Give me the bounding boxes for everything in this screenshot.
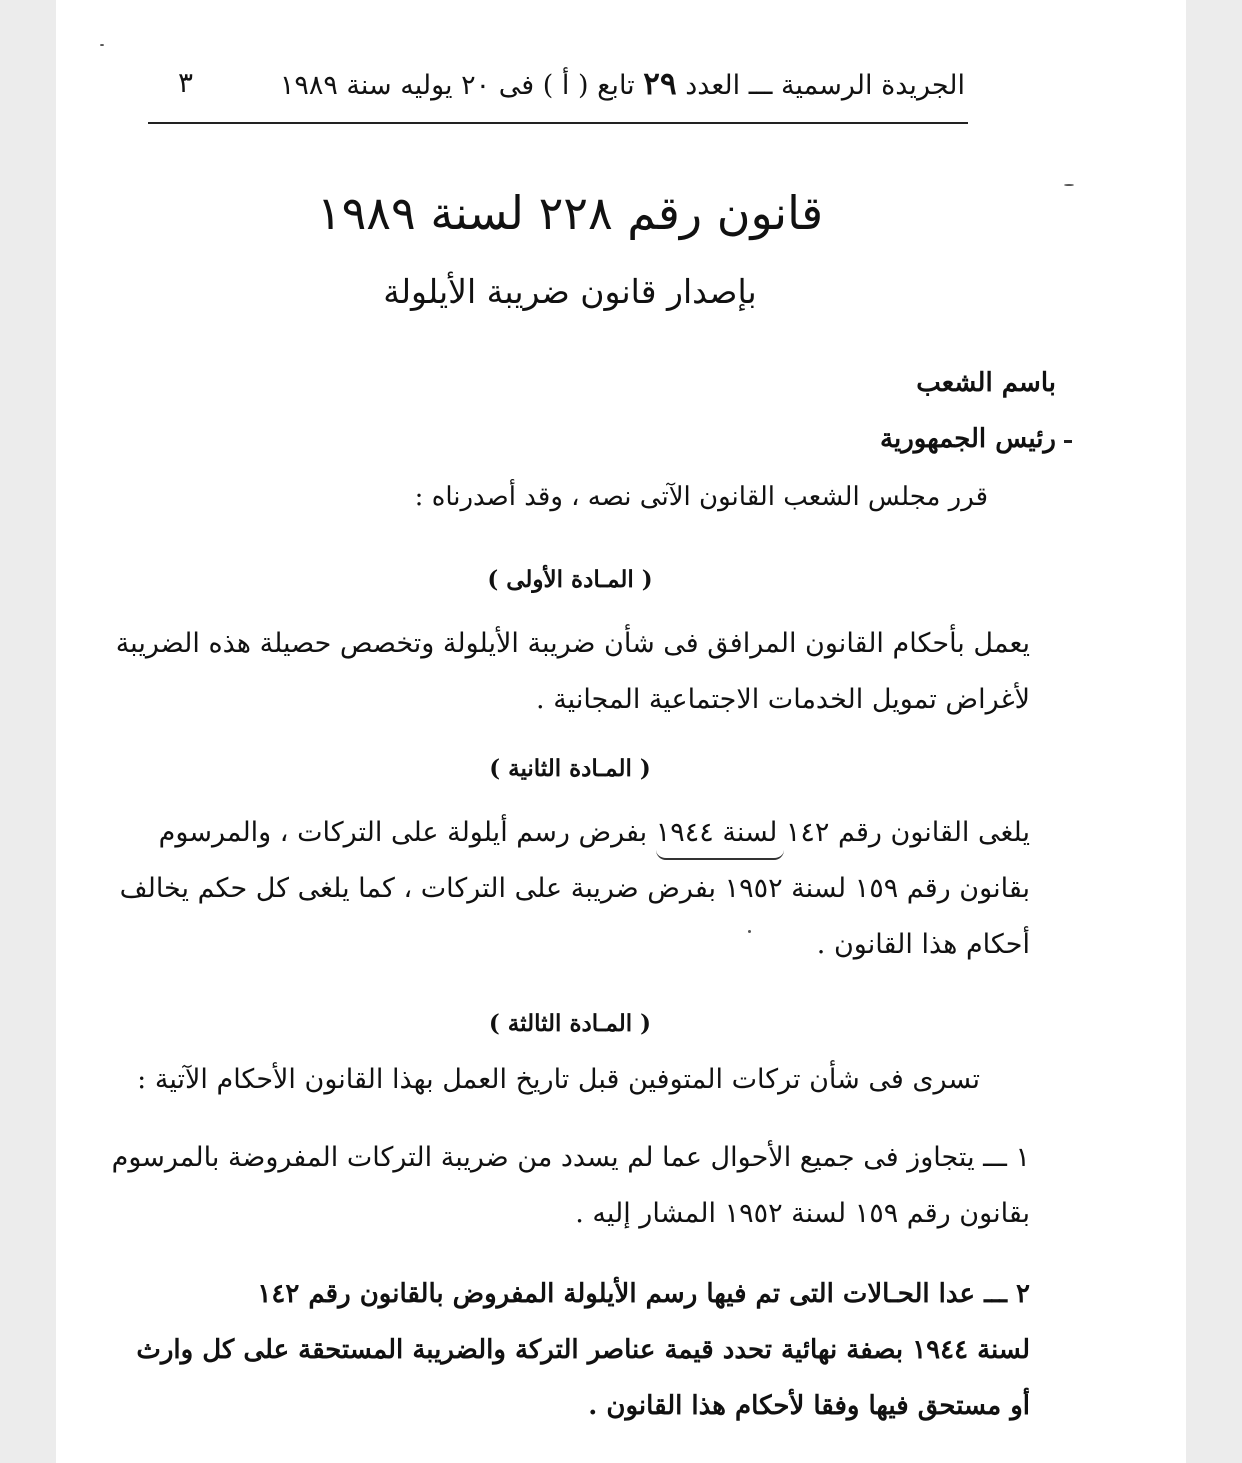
gazette-header bbox=[150, 62, 965, 108]
article-2-line: بقانون رقم ١٥٩ لسنة ١٩٥٢ بفرض ضريبة على التركات ، كما يلغى كل حكم يخالف bbox=[119, 873, 1030, 904]
article-2-line: أحكام هذا القانون . bbox=[816, 929, 1030, 960]
article-1-line: لأغراض تمويل الخدمات الاجتماعية المجانية . bbox=[536, 684, 1030, 715]
margin-dash bbox=[1064, 440, 1072, 443]
in-name-of-people: باسم الشعب bbox=[916, 368, 1056, 398]
law-subtitle: بإصدار قانون ضريبة الأيلولة bbox=[383, 272, 757, 311]
article-3-heading: ( المـادة الثالثة ) bbox=[488, 1010, 652, 1037]
scan-speck bbox=[1064, 184, 1074, 186]
article-3-item-2-line: لسنة ١٩٤٤ بصفة نهائية تحدد قيمة عناصر التركة والضريبة المستحقة على كل وارث bbox=[136, 1335, 1030, 1365]
header-publication: الجريدة الرسمية ـــ العدد bbox=[685, 70, 965, 101]
law-title: قانون رقم ٢٢٨ لسنة ١٩٨٩ bbox=[316, 186, 824, 240]
scan-speck bbox=[100, 44, 104, 46]
article-1-line: يعمل بأحكام القانون المرافق فى شأن ضريبة الأيلولة وتخصص حصيلة هذه الضريبة bbox=[115, 628, 1030, 659]
header-divider bbox=[148, 122, 968, 124]
article-1-heading: ( المـادة الأولى ) bbox=[487, 566, 653, 593]
resolution-line: قرر مجلس الشعب القانون الآتى نصه ، وقد أصدرناه : bbox=[414, 482, 988, 512]
article-2-heading: ( المـادة الثانية ) bbox=[489, 755, 651, 782]
article-3-item-2-line: ٢ ـــ عدا الحـالات التى تم فيها رسم الأيلولة المفروض بالقانون رقم ١٤٢ bbox=[257, 1279, 1030, 1309]
article-3-item-2-line: أو مستحق فيها وفقا لأحكام هذا القانون . bbox=[588, 1391, 1030, 1421]
article-3-item-1-line: ١ ـــ يتجاوز فى جميع الأحوال عما لم يسدد من ضريبة التركات المفروضة بالمرسوم bbox=[111, 1142, 1030, 1173]
header-issue-number: ٢٩ bbox=[643, 66, 677, 102]
header-date: تابع ( أ ) فى ٢٠ يوليه سنة ١٩٨٩ bbox=[279, 70, 635, 101]
gazette-header-text bbox=[280, 66, 965, 102]
president-line: رئيس الجمهورية bbox=[880, 424, 1056, 454]
page-number: ٣ bbox=[178, 66, 194, 99]
article-3-intro: تسرى فى شأن تركات المتوفين قبل تاريخ العمل بهذا القانون الأحكام الآتية : bbox=[137, 1064, 980, 1095]
article-3-item-2 bbox=[136, 1266, 1030, 1434]
article-3-item-1 bbox=[111, 1130, 1030, 1242]
article-2-text bbox=[119, 805, 1030, 973]
scan-speck bbox=[748, 930, 751, 933]
handwritten-underline bbox=[656, 850, 784, 860]
article-3-item-1-line: بقانون رقم ١٥٩ لسنة ١٩٥٢ المشار إليه . bbox=[575, 1198, 1030, 1229]
article-1-text bbox=[115, 616, 1030, 728]
article-2-line: يلغى القانون رقم ١٤٢ لسنة ١٩٤٤ بفرض رسم أيلولة على التركات ، والمرسوم bbox=[158, 817, 1030, 848]
